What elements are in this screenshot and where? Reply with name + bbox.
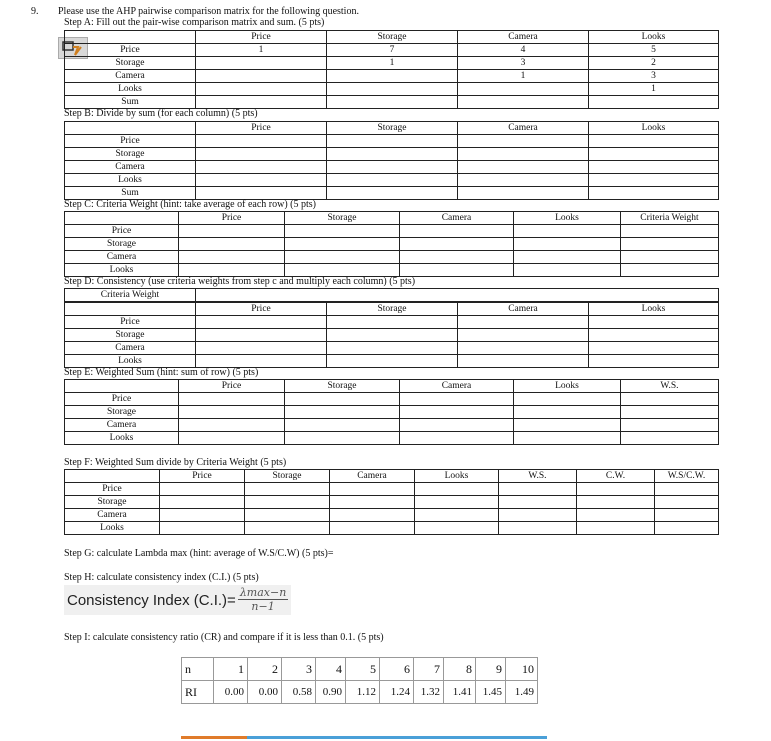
step_c-cell[interactable] — [514, 225, 621, 238]
step_e-row-label: Storage — [65, 406, 179, 419]
table-row — [65, 419, 719, 432]
step_b-corner-cell — [65, 122, 196, 135]
table-row — [65, 342, 719, 355]
step_f-row-label: Price — [65, 483, 160, 496]
step_d-row-label: Camera — [65, 342, 196, 355]
step_a-row-label: Storage — [65, 57, 196, 70]
step_c-col-header: Camera — [400, 212, 514, 225]
step_f-col-header: C.W. — [577, 470, 655, 483]
table-row — [65, 496, 719, 509]
step_d-cell[interactable] — [327, 355, 458, 368]
step_c-cell[interactable] — [400, 264, 514, 277]
step_b-cell[interactable] — [458, 187, 589, 200]
step_c-row-label: Storage — [65, 238, 179, 251]
table-row — [65, 432, 719, 445]
ri-value: 0.00 — [248, 681, 282, 704]
ri-value: 1.12 — [346, 681, 380, 704]
ri-n-value: 6 — [380, 658, 414, 681]
step_b-cell[interactable] — [196, 148, 327, 161]
step_b-cell[interactable] — [589, 187, 719, 200]
step_c-row-label: Camera — [65, 251, 179, 264]
step_f-cell[interactable] — [499, 522, 577, 535]
step_c-cell[interactable] — [514, 264, 621, 277]
table-row — [65, 96, 719, 109]
step_e-col-header: Storage — [285, 380, 400, 393]
step_a-cell[interactable]: 3 — [458, 57, 589, 70]
step_b-cell[interactable] — [196, 187, 327, 200]
step_e-row-label: Camera — [65, 419, 179, 432]
step_e-cell[interactable] — [179, 393, 285, 406]
step_c-cell[interactable] — [179, 238, 285, 251]
step_f-cell[interactable] — [330, 496, 415, 509]
step_d-col-header: Camera — [458, 303, 589, 316]
step_f-col-header: W.S. — [499, 470, 577, 483]
ri-value: 1.49 — [506, 681, 538, 704]
ri-n-value: 10 — [506, 658, 538, 681]
table-row — [65, 483, 719, 496]
step_c-row-label: Looks — [65, 264, 179, 277]
step_d-cell[interactable] — [458, 342, 589, 355]
step-f-matrix — [64, 469, 719, 535]
step_a-cell[interactable] — [589, 96, 719, 109]
ri-value: 0.00 — [214, 681, 248, 704]
step_a-cell[interactable]: 1 — [458, 70, 589, 83]
step_d-cell[interactable] — [458, 316, 589, 329]
step_f-col-header: Price — [160, 470, 245, 483]
step_e-header-row — [65, 380, 719, 393]
step_c-cell[interactable] — [179, 225, 285, 238]
ri-value: 0.58 — [282, 681, 316, 704]
step_d-cell[interactable] — [196, 329, 327, 342]
step_b-cell[interactable] — [196, 174, 327, 187]
step_e-corner-cell — [65, 380, 179, 393]
ri-value: 0.90 — [316, 681, 346, 704]
step_a-cell[interactable]: 4 — [458, 44, 589, 57]
step_a-cell[interactable]: 1 — [589, 83, 719, 96]
step_c-col-header: Price — [179, 212, 285, 225]
step_f-cell[interactable] — [330, 522, 415, 535]
question-number: 9. — [31, 6, 39, 17]
table-row — [65, 174, 719, 187]
table-row — [65, 135, 719, 148]
step_a-cell[interactable] — [196, 83, 327, 96]
ri-n-value: 3 — [282, 658, 316, 681]
step_f-col-header: Looks — [415, 470, 499, 483]
step_b-cell[interactable] — [589, 135, 719, 148]
step_d-cell[interactable] — [589, 329, 719, 342]
table-row — [65, 251, 719, 264]
step_c-row-label: Price — [65, 225, 179, 238]
step_f-cell[interactable] — [577, 496, 655, 509]
table-row — [65, 238, 719, 251]
step_c-col-header: Looks — [514, 212, 621, 225]
step_a-cell[interactable]: 1 — [327, 57, 458, 70]
step_a-cell[interactable] — [196, 70, 327, 83]
table-row — [65, 316, 719, 329]
question-text: Please use the AHP pairwise comparison matrix for the following question. — [58, 6, 359, 17]
step_b-cell[interactable] — [327, 148, 458, 161]
step_f-cell[interactable] — [330, 483, 415, 496]
table-row — [65, 406, 719, 419]
step_b-col-header: Price — [196, 122, 327, 135]
step_a-cell[interactable] — [327, 83, 458, 96]
step_f-cell[interactable] — [577, 509, 655, 522]
step_e-cell[interactable] — [285, 406, 400, 419]
step_f-cell[interactable] — [499, 483, 577, 496]
ci-formula-label: Consistency Index (C.I.)= — [67, 591, 236, 609]
ri-label: RI — [182, 681, 214, 704]
step_a-cell[interactable] — [196, 96, 327, 109]
step-g-title: Step G: calculate Lambda max (hint: average of W.S/C.W) (5 pts)= — [64, 548, 334, 559]
table-row — [65, 44, 719, 57]
step_e-cell[interactable] — [285, 432, 400, 445]
step_f-cell[interactable] — [415, 509, 499, 522]
step_f-cell[interactable] — [245, 509, 330, 522]
step-a-title: Step A: Fill out the pair-wise comparison matrix and sum. (5 pts) — [64, 17, 325, 28]
ci-formula-fraction — [238, 587, 288, 613]
step_c-cell[interactable] — [179, 251, 285, 264]
step_d-cell[interactable] — [458, 329, 589, 342]
step_f-cell[interactable] — [655, 483, 719, 496]
ri-n-value: 4 — [316, 658, 346, 681]
step_f-cell[interactable] — [655, 509, 719, 522]
table-row — [65, 148, 719, 161]
ri-n-label: n — [182, 658, 214, 681]
ci-formula-image — [64, 585, 291, 615]
step_d-row-label: Looks — [65, 355, 196, 368]
step_a-col-header: Camera — [458, 31, 589, 44]
ri-n-value: 1 — [214, 658, 248, 681]
step_f-col-header: W.S/C.W. — [655, 470, 719, 483]
step_c-cell[interactable] — [621, 251, 719, 264]
step_a-corner-cell — [65, 31, 196, 44]
step_c-cell[interactable] — [400, 238, 514, 251]
step_e-cell[interactable] — [621, 406, 719, 419]
step_f-cell[interactable] — [655, 522, 719, 535]
step_f-col-header: Storage — [245, 470, 330, 483]
step_e-col-header: Camera — [400, 380, 514, 393]
step_c-cell[interactable] — [621, 264, 719, 277]
step_e-col-header: Price — [179, 380, 285, 393]
table-row — [65, 187, 719, 200]
table-row — [65, 225, 719, 238]
step_d-cell[interactable] — [196, 355, 327, 368]
step_a-col-header: Price — [196, 31, 327, 44]
step_b-cell[interactable] — [458, 135, 589, 148]
step_f-cell[interactable] — [655, 496, 719, 509]
step_f-row-label: Camera — [65, 509, 160, 522]
criteria-weight-cell[interactable] — [196, 289, 719, 302]
step-c-title: Step C: Criteria Weight (hint: take average of each row) (5 pts) — [64, 199, 316, 210]
step_c-cell[interactable] — [179, 264, 285, 277]
step_e-cell[interactable] — [621, 432, 719, 445]
step_d-cell[interactable] — [327, 342, 458, 355]
step_a-row-label: Looks — [65, 83, 196, 96]
step_b-row-label: Camera — [65, 161, 196, 174]
table-row — [65, 57, 719, 70]
step_d-cell[interactable] — [589, 316, 719, 329]
step_f-cell[interactable] — [245, 483, 330, 496]
step_e-col-header: Looks — [514, 380, 621, 393]
table-row — [65, 70, 719, 83]
step_f-cell[interactable] — [577, 483, 655, 496]
step_d-row-label: Price — [65, 316, 196, 329]
ri-value: 1.41 — [444, 681, 476, 704]
step-b-matrix — [64, 121, 719, 200]
step_d-cell[interactable] — [327, 316, 458, 329]
step_f-cell[interactable] — [415, 496, 499, 509]
step_d-cell[interactable] — [458, 355, 589, 368]
step_e-cell[interactable] — [400, 419, 514, 432]
step_f-cell[interactable] — [160, 483, 245, 496]
step_e-cell[interactable] — [514, 419, 621, 432]
table-row — [65, 509, 719, 522]
table-row — [65, 522, 719, 535]
step_a-cell[interactable] — [196, 57, 327, 70]
step_e-cell[interactable] — [285, 419, 400, 432]
step_f-row-label: Storage — [65, 496, 160, 509]
step-h-title: Step H: calculate consistency index (C.I.) (5 pts) — [64, 572, 259, 583]
random-index-table — [181, 657, 538, 704]
step_a-col-header: Looks — [589, 31, 719, 44]
step_c-cell[interactable] — [285, 264, 400, 277]
step_b-row-label: Sum — [65, 187, 196, 200]
step_f-header-row — [65, 470, 719, 483]
step_f-corner-cell — [65, 470, 160, 483]
step_c-col-header: Criteria Weight — [621, 212, 719, 225]
step_b-cell[interactable] — [327, 135, 458, 148]
table-row — [65, 355, 719, 368]
step_a-cell[interactable] — [458, 96, 589, 109]
ci-formula-denominator: n−1 — [251, 600, 275, 613]
step-d-title: Step D: Consistency (use criteria weights from step c and multiply each column) (5 pts) — [64, 276, 416, 287]
step_d-cell[interactable] — [327, 329, 458, 342]
step_f-cell[interactable] — [577, 522, 655, 535]
step_a-cell[interactable]: 2 — [589, 57, 719, 70]
step-f-title: Step F: Weighted Sum divide by Criteria Weight (5 pts) — [64, 457, 287, 468]
step_b-cell[interactable] — [589, 148, 719, 161]
step_c-cell[interactable] — [621, 238, 719, 251]
step_d-header-row — [65, 303, 719, 316]
step_d-col-header: Looks — [589, 303, 719, 316]
step_e-col-header: W.S. — [621, 380, 719, 393]
step_d-row-label: Storage — [65, 329, 196, 342]
step_e-cell[interactable] — [179, 419, 285, 432]
step_b-row-label: Storage — [65, 148, 196, 161]
step_f-cell[interactable] — [160, 496, 245, 509]
step_e-row-label: Price — [65, 393, 179, 406]
step_e-cell[interactable] — [400, 393, 514, 406]
step_b-cell[interactable] — [589, 161, 719, 174]
step-e-matrix — [64, 379, 719, 445]
step_f-row-label: Looks — [65, 522, 160, 535]
step_c-corner-cell — [65, 212, 179, 225]
step-b-title: Step B: Divide by sum (for each column) (5 pts) — [64, 108, 258, 119]
step_d-cell[interactable] — [589, 355, 719, 368]
step_c-cell[interactable] — [285, 251, 400, 264]
ci-formula-numerator: λmax−n — [239, 586, 287, 599]
table-row — [65, 161, 719, 174]
step_d-corner-cell — [65, 303, 196, 316]
table-row — [65, 264, 719, 277]
step-c-matrix — [64, 211, 719, 277]
step_d-col-header: Price — [196, 303, 327, 316]
ri-value: 1.32 — [414, 681, 444, 704]
step_a-cell[interactable]: 3 — [589, 70, 719, 83]
ri-value: 1.24 — [380, 681, 414, 704]
step_b-cell[interactable] — [458, 174, 589, 187]
step_e-cell[interactable] — [179, 432, 285, 445]
step_c-col-header: Storage — [285, 212, 400, 225]
step_f-cell[interactable] — [499, 509, 577, 522]
step_a-cell[interactable]: 1 — [196, 44, 327, 57]
step_f-cell[interactable] — [160, 509, 245, 522]
step_b-row-label: Price — [65, 135, 196, 148]
step-i-title: Step I: calculate consistency ratio (CR) and compare if it is less than 0.1. (5 pts) — [64, 632, 384, 643]
step_e-cell[interactable] — [514, 393, 621, 406]
ri-n-value: 9 — [476, 658, 506, 681]
step_a-cell[interactable] — [458, 83, 589, 96]
image-bottom-accent — [181, 736, 247, 739]
step_d-cell[interactable] — [589, 342, 719, 355]
step_e-cell[interactable] — [514, 432, 621, 445]
step-e-title: Step E: Weighted Sum (hint: sum of row) (5 pts) — [64, 367, 259, 378]
step-d-weight-row — [64, 288, 719, 302]
step_e-cell[interactable] — [400, 406, 514, 419]
step-d-matrix — [64, 302, 719, 368]
step_b-cell[interactable] — [327, 187, 458, 200]
step_b-cell[interactable] — [458, 161, 589, 174]
step_f-cell[interactable] — [330, 509, 415, 522]
step_d-col-header: Storage — [327, 303, 458, 316]
step_b-col-header: Looks — [589, 122, 719, 135]
step_c-header-row — [65, 212, 719, 225]
step_f-cell[interactable] — [245, 522, 330, 535]
ri-n-value: 5 — [346, 658, 380, 681]
step_c-cell[interactable] — [285, 238, 400, 251]
step_e-cell[interactable] — [400, 432, 514, 445]
step_b-col-header: Storage — [327, 122, 458, 135]
step_a-row-label: Price — [65, 44, 196, 57]
step_e-cell[interactable] — [621, 393, 719, 406]
step_a-row-label: Camera — [65, 70, 196, 83]
step_a-row-label: Sum — [65, 96, 196, 109]
ri-n-value: 2 — [248, 658, 282, 681]
step_a-cell[interactable] — [327, 70, 458, 83]
step_b-col-header: Camera — [458, 122, 589, 135]
step_b-cell[interactable] — [327, 174, 458, 187]
table-row — [65, 83, 719, 96]
step_b-cell[interactable] — [458, 148, 589, 161]
step_c-cell[interactable] — [285, 225, 400, 238]
step-a-matrix — [64, 30, 719, 109]
step_f-cell[interactable] — [160, 522, 245, 535]
step_b-header-row — [65, 122, 719, 135]
step_c-cell[interactable] — [621, 225, 719, 238]
step_c-cell[interactable] — [400, 225, 514, 238]
step_f-cell[interactable] — [499, 496, 577, 509]
step_b-cell[interactable] — [589, 174, 719, 187]
criteria-weight-label: Criteria Weight — [65, 289, 196, 302]
step_b-cell[interactable] — [327, 161, 458, 174]
step_d-cell[interactable] — [196, 316, 327, 329]
ri-value: 1.45 — [476, 681, 506, 704]
table-row — [65, 393, 719, 406]
step_b-cell[interactable] — [196, 161, 327, 174]
step_f-cell[interactable] — [415, 483, 499, 496]
step_b-cell[interactable] — [196, 135, 327, 148]
step_b-row-label: Looks — [65, 174, 196, 187]
step_a-cell[interactable] — [327, 96, 458, 109]
step_a-header-row — [65, 31, 719, 44]
step_a-cell[interactable]: 5 — [589, 44, 719, 57]
step_c-cell[interactable] — [514, 238, 621, 251]
ri-n-value: 7 — [414, 658, 444, 681]
table-row — [65, 329, 719, 342]
step_e-cell[interactable] — [621, 419, 719, 432]
step_e-row-label: Looks — [65, 432, 179, 445]
step_d-cell[interactable] — [196, 342, 327, 355]
step_e-cell[interactable] — [179, 406, 285, 419]
step_e-cell[interactable] — [514, 406, 621, 419]
step_f-col-header: Camera — [330, 470, 415, 483]
step_a-col-header: Storage — [327, 31, 458, 44]
step_f-cell[interactable] — [245, 496, 330, 509]
ri-n-value: 8 — [444, 658, 476, 681]
step_c-cell[interactable] — [514, 251, 621, 264]
step_f-cell[interactable] — [415, 522, 499, 535]
step_c-cell[interactable] — [400, 251, 514, 264]
step_e-cell[interactable] — [285, 393, 400, 406]
step_a-cell[interactable]: 7 — [327, 44, 458, 57]
